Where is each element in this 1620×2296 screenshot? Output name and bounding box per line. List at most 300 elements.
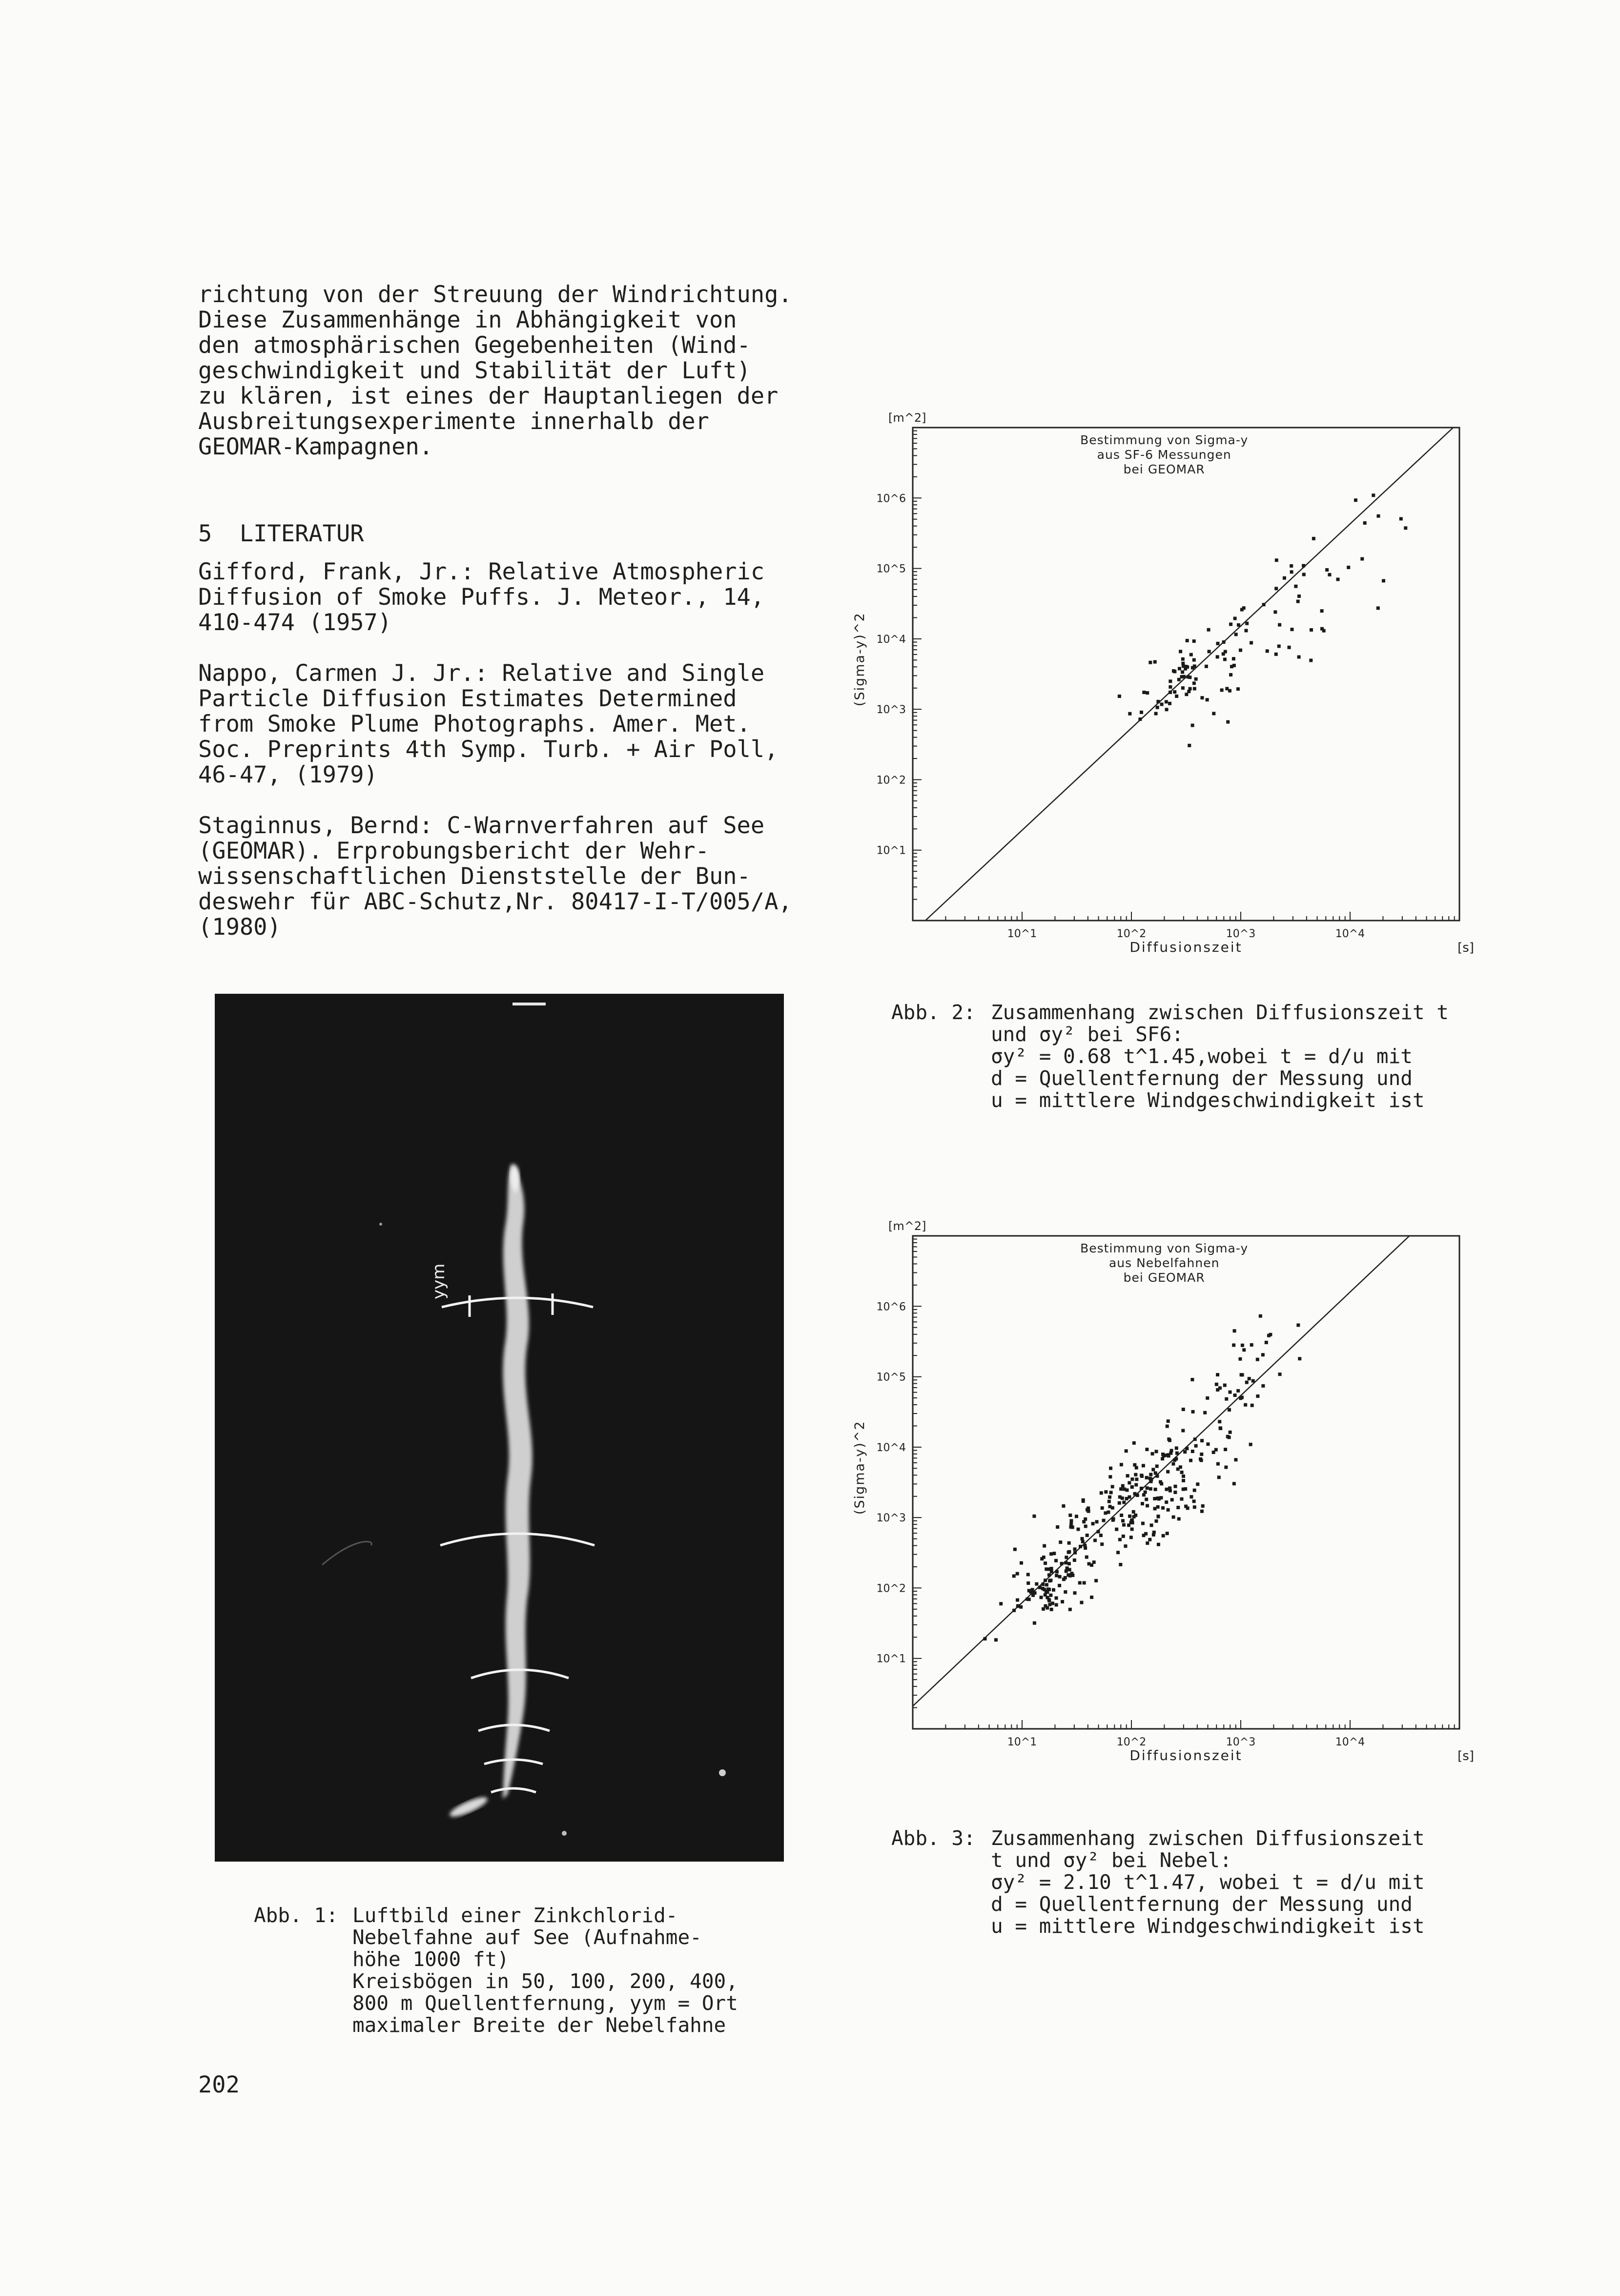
data-point xyxy=(1244,1403,1247,1407)
data-point xyxy=(1156,700,1160,703)
reference-line: deswehr für ABC-Schutz,Nr. 80417-I-T/005/A, xyxy=(198,888,792,915)
data-point xyxy=(1240,1373,1243,1376)
data-point xyxy=(1149,1473,1152,1476)
paragraph-line: geschwindigkeit und Stabilität der Luft) xyxy=(198,357,751,384)
data-point xyxy=(1181,670,1184,674)
data-point xyxy=(1233,617,1237,620)
reference-line: Nappo, Carmen J. Jr.: Relative and Single xyxy=(198,660,765,687)
data-point xyxy=(1132,1441,1136,1445)
data-point xyxy=(1130,1477,1134,1481)
data-point xyxy=(1322,629,1326,633)
data-point xyxy=(1055,1596,1058,1599)
data-point xyxy=(1066,1573,1070,1577)
data-point xyxy=(1186,665,1189,669)
reference-line: Staginnus, Bernd: C-Warnverfahren auf See xyxy=(198,812,765,839)
data-point xyxy=(1192,1499,1196,1503)
data-point xyxy=(1055,1574,1058,1577)
data-point xyxy=(1206,1396,1209,1400)
data-point xyxy=(1058,1584,1061,1587)
data-point xyxy=(1012,1609,1016,1612)
data-point xyxy=(1054,1559,1058,1562)
data-point xyxy=(1156,1505,1160,1509)
data-point xyxy=(1146,691,1149,695)
data-point xyxy=(1238,1357,1242,1361)
data-point xyxy=(1111,1518,1115,1522)
data-point xyxy=(1194,1444,1198,1448)
data-point xyxy=(1242,606,1246,610)
data-point xyxy=(1032,1590,1035,1594)
data-point xyxy=(1193,664,1196,668)
data-point xyxy=(1086,1534,1089,1537)
x-tick-label: 10^4 xyxy=(1335,1736,1365,1748)
fit-line xyxy=(913,1236,1410,1706)
data-point xyxy=(1091,1522,1095,1525)
data-point xyxy=(1189,653,1193,656)
data-point xyxy=(1086,1508,1089,1512)
data-point xyxy=(1251,1404,1254,1407)
data-point xyxy=(1232,657,1235,660)
data-point xyxy=(1226,720,1230,724)
y-axis-label: (Sigma-y)^2 xyxy=(852,612,867,707)
x-axis-label: Diffusionszeit xyxy=(1129,1747,1243,1763)
chart-2 xyxy=(852,1219,1474,1763)
data-point xyxy=(1134,1473,1137,1476)
data-point xyxy=(1047,1567,1050,1571)
data-point xyxy=(1217,1476,1221,1479)
x-unit-label: [s] xyxy=(1457,941,1474,955)
data-point xyxy=(1236,687,1240,691)
data-point xyxy=(1120,1514,1123,1517)
y-tick-label: 10^2 xyxy=(876,774,906,787)
data-point xyxy=(1140,711,1143,714)
data-point xyxy=(1067,1551,1070,1554)
data-point xyxy=(1382,579,1385,582)
data-point xyxy=(1048,1603,1051,1606)
data-point xyxy=(1064,1561,1067,1564)
data-point xyxy=(1172,669,1175,673)
data-point xyxy=(1167,1508,1170,1512)
data-point xyxy=(1273,610,1277,614)
data-point xyxy=(1067,1541,1071,1545)
data-point xyxy=(1200,696,1204,699)
data-point xyxy=(1165,700,1168,703)
data-point xyxy=(1203,1411,1207,1414)
data-point xyxy=(1095,1520,1099,1523)
data-point xyxy=(1065,1569,1068,1573)
data-point xyxy=(1138,718,1142,721)
data-point xyxy=(1191,1410,1195,1414)
x-tick-label: 10^1 xyxy=(1007,928,1037,940)
data-point xyxy=(1125,1449,1128,1453)
caption-line: u = mittlere Windgeschwindigkeit ist xyxy=(991,1914,1425,1938)
data-point xyxy=(1256,1394,1259,1398)
data-point xyxy=(1302,573,1306,576)
data-point xyxy=(1073,1551,1077,1555)
data-point xyxy=(1320,609,1324,613)
data-point xyxy=(1290,564,1293,568)
y-tick-label: 10^2 xyxy=(876,1582,906,1595)
data-point xyxy=(1234,1458,1237,1461)
x-axis-label: Diffusionszeit xyxy=(1129,939,1243,955)
data-point xyxy=(1082,1520,1086,1523)
data-point xyxy=(1309,658,1312,662)
fit-line xyxy=(925,428,1453,921)
data-point xyxy=(1093,1538,1097,1542)
data-point xyxy=(1080,1537,1084,1540)
data-point xyxy=(1360,557,1364,561)
data-point xyxy=(1154,1488,1157,1491)
data-point xyxy=(1151,1452,1154,1456)
data-point xyxy=(1216,1388,1219,1392)
data-point xyxy=(1080,1601,1083,1604)
data-point xyxy=(1230,665,1233,668)
data-point xyxy=(1041,1587,1045,1590)
data-point xyxy=(1170,1498,1174,1501)
data-point xyxy=(1067,1562,1071,1565)
data-point xyxy=(1100,1542,1104,1546)
data-point xyxy=(1223,657,1227,661)
data-point xyxy=(1146,1541,1149,1545)
data-point xyxy=(1167,1419,1170,1423)
data-point xyxy=(1166,1532,1169,1535)
data-point xyxy=(1047,1588,1051,1591)
data-point xyxy=(1027,1589,1031,1592)
data-point xyxy=(1068,1568,1071,1571)
data-point xyxy=(1044,1578,1047,1582)
data-point xyxy=(1081,1540,1085,1543)
paragraph-line: zu klären, ist eines der Hauptanliegen der xyxy=(198,383,779,410)
data-point xyxy=(1376,606,1380,610)
data-point xyxy=(1248,1377,1251,1380)
data-point xyxy=(1122,1523,1126,1527)
data-point xyxy=(1297,594,1301,598)
caption-line: Zusammenhang zwischen Diffusionszeit xyxy=(991,1826,1425,1850)
chart-1 xyxy=(852,411,1474,955)
data-point xyxy=(1175,695,1178,698)
data-point xyxy=(1049,1552,1053,1556)
data-point xyxy=(1236,1389,1240,1393)
data-point xyxy=(1188,744,1191,747)
data-point xyxy=(1296,600,1300,603)
data-point xyxy=(1055,1570,1059,1574)
data-point xyxy=(1026,1581,1030,1585)
data-point xyxy=(1169,679,1172,683)
data-point xyxy=(1169,1452,1172,1455)
data-point xyxy=(1133,1492,1137,1496)
paragraph-line: Ausbreitungsexperimente innerhalb der xyxy=(198,408,709,435)
data-point xyxy=(1161,1457,1164,1460)
data-point xyxy=(1173,690,1176,694)
data-point xyxy=(1180,1471,1184,1474)
caption-line: t und σy² bei Nebel: xyxy=(991,1848,1232,1872)
data-point xyxy=(1153,1497,1156,1500)
data-point xyxy=(1168,702,1171,705)
data-point xyxy=(1012,1574,1016,1578)
data-point xyxy=(1047,1573,1051,1577)
data-point xyxy=(1128,1481,1131,1484)
data-point xyxy=(1065,1556,1068,1559)
data-point xyxy=(1232,1343,1235,1347)
data-point xyxy=(1049,1594,1052,1597)
data-point xyxy=(1141,1502,1144,1505)
y-tick-label: 10^4 xyxy=(876,1441,906,1454)
paragraph-line: richtung von der Streuung der Windrichtung. xyxy=(198,281,792,308)
data-point xyxy=(1013,1548,1017,1551)
data-point xyxy=(1201,1504,1205,1508)
data-point xyxy=(1169,685,1172,689)
data-point xyxy=(1020,1561,1023,1565)
data-point xyxy=(1040,1596,1043,1599)
data-point xyxy=(1064,1590,1067,1594)
data-point xyxy=(1092,1560,1096,1564)
data-point xyxy=(1233,1329,1236,1332)
data-point xyxy=(1180,675,1184,678)
data-point xyxy=(1118,1495,1122,1498)
data-point xyxy=(1152,1531,1156,1534)
caption-line: 800 m Quellentfernung, yym = Ort xyxy=(352,1991,738,2015)
y-tick-label: 10^6 xyxy=(876,1301,906,1313)
data-point xyxy=(1052,1552,1056,1555)
data-point xyxy=(1207,628,1210,632)
yym-label: yym xyxy=(429,1263,449,1299)
reference-line: (GEOMAR). Erprobungsbericht der Wehr- xyxy=(198,838,709,864)
x-tick-label: 10^3 xyxy=(1226,928,1256,940)
y-unit-label: [m^2] xyxy=(888,411,926,425)
data-point xyxy=(1154,1471,1157,1475)
data-point xyxy=(1154,1450,1158,1453)
data-point xyxy=(1200,1439,1204,1442)
caption-line: Luftbild einer Zinkchlorid- xyxy=(352,1904,678,1927)
chart-title xyxy=(1080,1241,1248,1285)
reference-line: 46-47, (1979) xyxy=(198,761,378,788)
data-point xyxy=(1165,1500,1168,1504)
data-point xyxy=(1142,1534,1146,1537)
data-point xyxy=(1190,1378,1194,1381)
data-point xyxy=(1049,1578,1052,1582)
data-point xyxy=(1216,642,1219,645)
data-point xyxy=(1241,1344,1244,1347)
data-point xyxy=(1026,1573,1030,1576)
data-point xyxy=(1083,1581,1086,1584)
data-point xyxy=(1175,1446,1178,1450)
data-point xyxy=(1041,1582,1045,1586)
data-point xyxy=(1188,676,1191,679)
data-point xyxy=(1148,661,1152,664)
data-point xyxy=(1193,687,1196,690)
data-point xyxy=(1062,1578,1066,1581)
chart-title-line: aus Nebelfahnen xyxy=(1108,1256,1220,1270)
data-point xyxy=(1032,1515,1036,1518)
data-point xyxy=(1108,1496,1111,1499)
data-point xyxy=(1216,1373,1219,1376)
caption-label-3: Abb. 3: xyxy=(891,1826,976,1850)
data-point xyxy=(1134,1483,1138,1487)
data-point xyxy=(1192,639,1196,643)
data-point xyxy=(1107,1511,1110,1514)
data-point xyxy=(1179,650,1182,653)
plot-frame xyxy=(913,1236,1459,1729)
data-point xyxy=(1256,1358,1259,1361)
data-point xyxy=(1129,1536,1133,1539)
data-point xyxy=(1154,712,1158,716)
data-point xyxy=(1016,1604,1020,1608)
caption-line: Zusammenhang zwischen Diffusionszeit t xyxy=(991,1001,1449,1024)
data-point xyxy=(1179,1465,1182,1469)
data-point xyxy=(1193,1437,1197,1441)
data-point xyxy=(1016,1572,1019,1576)
data-point xyxy=(1146,1486,1149,1490)
data-point xyxy=(1205,665,1208,668)
data-point xyxy=(1149,1487,1152,1491)
data-point xyxy=(1078,1581,1082,1584)
data-point xyxy=(1108,1475,1112,1478)
caption-label-2: Abb. 2: xyxy=(891,1001,976,1024)
data-point xyxy=(1166,1470,1169,1474)
data-point xyxy=(1274,653,1278,656)
data-point xyxy=(1062,1504,1065,1508)
paragraph-line: GEOMAR-Kampagnen. xyxy=(198,433,433,460)
x-tick-label: 10^2 xyxy=(1116,1736,1147,1748)
data-point xyxy=(1128,1496,1131,1499)
data-point xyxy=(1160,703,1164,706)
caption-label-1: Abb. 1: xyxy=(254,1904,338,1927)
x-tick-label: 10^3 xyxy=(1226,1736,1256,1748)
data-point xyxy=(1045,1583,1048,1586)
data-point xyxy=(1140,1474,1143,1477)
caption-line: σy² = 2.10 t^1.47, wobei t = d/u mit xyxy=(991,1870,1425,1894)
chart-title-line: bei GEOMAR xyxy=(1123,462,1205,476)
data-point xyxy=(1399,517,1403,520)
data-point xyxy=(1169,1489,1172,1493)
reference-line: (1980) xyxy=(198,914,281,941)
chart-title-line: bei GEOMAR xyxy=(1123,1271,1205,1285)
data-point xyxy=(1153,660,1157,664)
data-point xyxy=(1274,587,1278,590)
data-point xyxy=(1176,1506,1180,1509)
data-point xyxy=(1192,681,1196,685)
reference-line: 410-474 (1957) xyxy=(198,609,392,636)
data-point xyxy=(1142,691,1146,694)
data-point xyxy=(1239,649,1242,652)
data-point xyxy=(1250,1343,1253,1347)
data-point xyxy=(1141,1522,1145,1525)
data-point xyxy=(1310,628,1313,632)
y-tick-label: 10^3 xyxy=(876,704,906,717)
data-point xyxy=(1109,1467,1112,1470)
data-point xyxy=(1354,498,1357,502)
data-point xyxy=(1200,1453,1203,1456)
data-point xyxy=(1069,1519,1073,1522)
data-point xyxy=(1363,521,1367,525)
data-point xyxy=(1142,1464,1145,1467)
data-point xyxy=(1159,1496,1163,1499)
data-point xyxy=(1090,1596,1093,1599)
data-point xyxy=(1118,1538,1122,1541)
caption-line: d = Quellentfernung der Messung und xyxy=(991,1066,1413,1090)
data-point xyxy=(1212,1451,1215,1454)
data-point xyxy=(1121,1484,1125,1488)
data-point xyxy=(1073,1547,1077,1551)
data-point xyxy=(1124,1544,1127,1548)
plot-frame xyxy=(913,428,1459,921)
data-point xyxy=(1019,1605,1023,1609)
data-point xyxy=(1166,1425,1169,1428)
data-point xyxy=(1145,1497,1148,1501)
data-point xyxy=(1153,1507,1157,1510)
y-tick-label: 10^3 xyxy=(876,1512,906,1525)
data-point xyxy=(1156,1515,1160,1518)
data-point xyxy=(1156,1496,1160,1500)
data-point xyxy=(1229,622,1232,626)
caption-line: und σy² bei SF6: xyxy=(991,1023,1184,1046)
data-point xyxy=(1075,1515,1078,1518)
data-point xyxy=(1294,585,1297,588)
data-point xyxy=(1182,1479,1185,1482)
data-point xyxy=(1069,1525,1072,1529)
y-unit-label: [m^2] xyxy=(888,1219,926,1233)
data-point xyxy=(1232,1482,1236,1485)
data-point xyxy=(1044,1593,1047,1597)
data-point xyxy=(1278,623,1281,627)
data-point xyxy=(1186,639,1189,642)
data-point xyxy=(1193,1505,1196,1509)
data-point xyxy=(1169,691,1172,694)
data-point xyxy=(1222,652,1225,656)
data-point xyxy=(1242,1348,1246,1352)
data-point xyxy=(1145,1476,1148,1479)
data-point xyxy=(1118,695,1121,698)
data-point xyxy=(1016,1599,1019,1602)
data-point xyxy=(1219,1426,1222,1430)
data-point xyxy=(1191,724,1194,727)
data-point xyxy=(1181,686,1185,690)
data-point xyxy=(1173,1491,1177,1494)
x-unit-label: [s] xyxy=(1457,1749,1474,1763)
data-point xyxy=(1042,1556,1046,1559)
data-point xyxy=(1102,1519,1106,1522)
section-heading: 5 LITERATUR xyxy=(198,520,364,547)
reference-line: Diffusion of Smoke Puffs. J. Meteor., 14, xyxy=(198,584,765,611)
data-point xyxy=(1109,1491,1113,1494)
paragraph-line: den atmosphärischen Gegebenheiten (Wind- xyxy=(198,332,751,359)
data-point xyxy=(1181,657,1185,661)
data-point xyxy=(1058,1575,1062,1578)
reference-line: from Smoke Plume Photographs. Amer. Met. xyxy=(198,711,751,738)
chart-title xyxy=(1080,433,1248,476)
data-point xyxy=(1186,1506,1189,1510)
data-point xyxy=(1055,1603,1058,1606)
data-point xyxy=(1068,1514,1072,1517)
data-point xyxy=(1128,712,1131,716)
data-point xyxy=(1224,1466,1228,1469)
data-point xyxy=(1302,564,1305,567)
data-point xyxy=(1148,1476,1152,1480)
data-point xyxy=(1298,1357,1301,1360)
data-point xyxy=(1237,623,1240,627)
data-point xyxy=(1164,1454,1168,1457)
data-point xyxy=(1194,677,1198,681)
data-point xyxy=(1104,1511,1107,1515)
data-point xyxy=(1185,1447,1189,1450)
chart-title-line: Bestimmung von Sigma-y xyxy=(1080,1241,1249,1255)
data-point xyxy=(1372,493,1375,497)
data-point xyxy=(1161,1506,1165,1510)
data-point xyxy=(1261,1353,1265,1356)
data-point xyxy=(1185,693,1188,696)
data-point xyxy=(1107,1500,1111,1503)
data-point xyxy=(1059,1540,1062,1544)
data-point xyxy=(1150,1523,1153,1527)
